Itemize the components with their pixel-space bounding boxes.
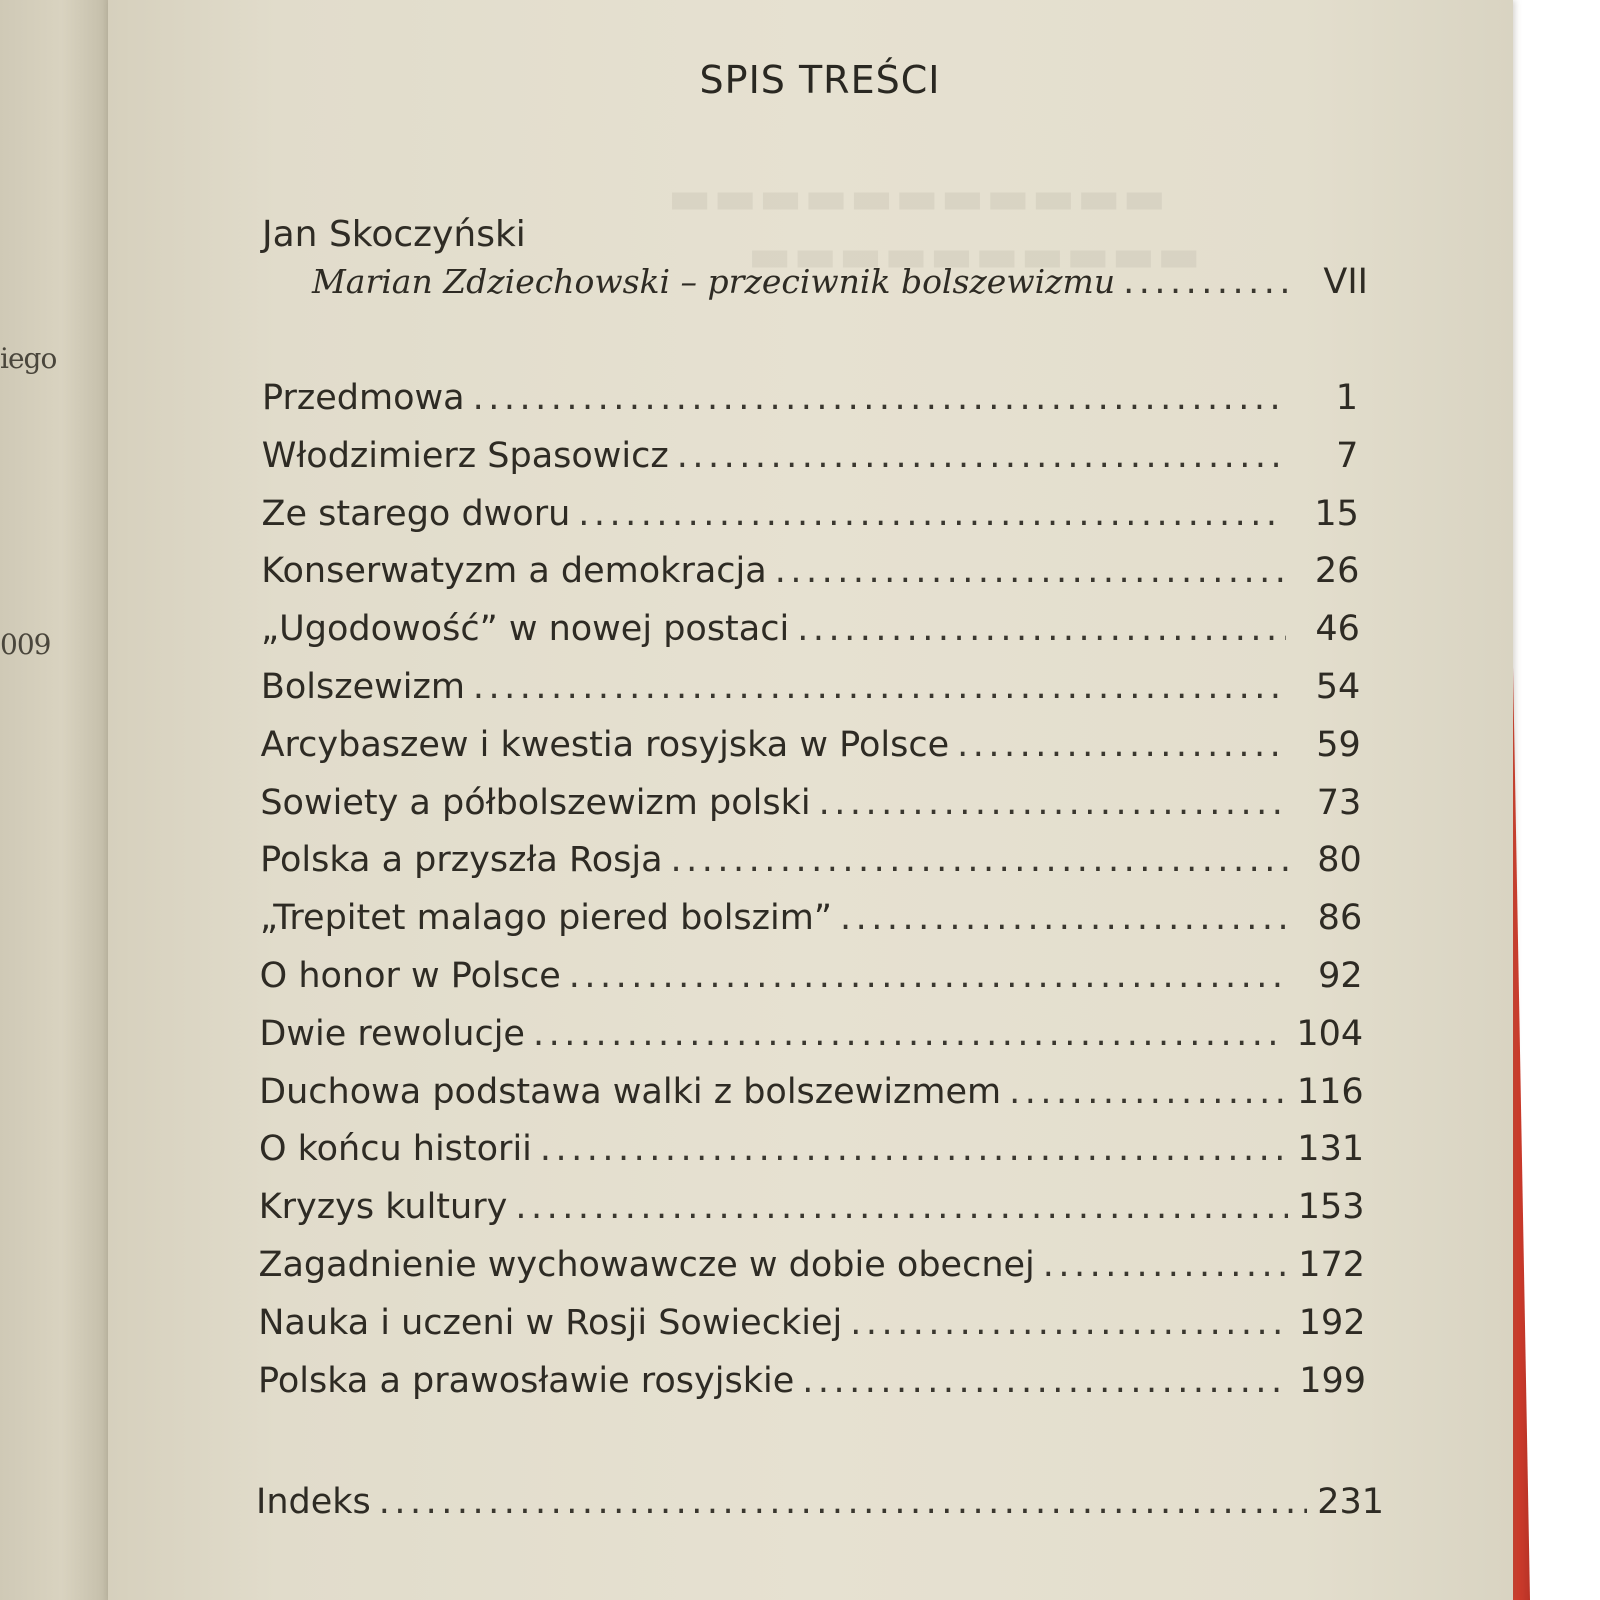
- intro-author: Jan Skoczyński: [262, 214, 526, 255]
- toc-entry-page: 26: [1314, 551, 1360, 592]
- toc-entry: [260, 840, 1362, 880]
- toc-entry-title: O końcu historii: [258, 1129, 532, 1170]
- toc-entry: [262, 378, 1358, 418]
- toc-entry-title: Sowiety a półbolszewizm polski: [260, 782, 811, 823]
- toc-entry: [259, 1014, 1363, 1054]
- toc-entry-page: 153: [1297, 1187, 1365, 1228]
- leader-dots: [578, 494, 1285, 534]
- leader-dots: [515, 1187, 1287, 1227]
- leader-dots: [797, 609, 1286, 649]
- toc-entry-title: O honor w Polsce: [259, 956, 561, 996]
- toc-entry-title: Dwie rewolucje: [259, 1013, 525, 1054]
- leader-dots: [1043, 1245, 1288, 1285]
- toc-entry-title: Marian Zdziechowski – przeciwnik bolszewizmu: [312, 262, 1116, 301]
- toc-entry-title: Kryzys kultury: [258, 1187, 508, 1228]
- toc-entry-page: 131: [1297, 1129, 1365, 1170]
- toc-entry: [262, 436, 1359, 476]
- toc-entry-page: 231: [1317, 1482, 1384, 1522]
- toc-entry-page: 7: [1336, 435, 1359, 476]
- toc-entry-page: 46: [1315, 609, 1360, 650]
- toc-entry-title: Bolszewizm: [260, 667, 465, 707]
- toc-entry-page: 59: [1316, 724, 1361, 765]
- toc-entry-title: Przedmowa: [262, 378, 465, 418]
- toc-entry-page: 15: [1314, 493, 1359, 534]
- toc-entry-title: Nauka i uczeni w Rosji Sowieckiej: [258, 1302, 843, 1343]
- toc-entry-title: „Trepitet malago piered bolszim”: [259, 898, 832, 939]
- toc-entry-title: Konserwatyzm a demokracja: [261, 551, 767, 592]
- toc-entry-title: Ze starego dworu: [261, 493, 571, 534]
- toc-entry: [258, 1303, 1365, 1343]
- toc-entry: [259, 1072, 1363, 1112]
- leader-dots: [819, 783, 1288, 823]
- leader-dots: [540, 1129, 1287, 1169]
- toc-entry: [260, 898, 1362, 938]
- toc-entry: [258, 1245, 1365, 1285]
- leader-dots: [473, 378, 1284, 418]
- toc-entry-page: 73: [1316, 782, 1362, 823]
- left-page-fragment: 009: [0, 628, 51, 661]
- leader-dots: [671, 840, 1288, 880]
- toc-entry-page: 199: [1299, 1360, 1366, 1401]
- page-title: SPIS TREŚCI: [699, 58, 941, 102]
- toc-entry-title: Włodzimierz Spasowicz: [261, 435, 669, 476]
- leader-dots: [775, 551, 1286, 591]
- toc-entry-title: Duchowa podstawa walki z bolszewizmem: [259, 1071, 1002, 1112]
- toc-entry-page: 80: [1317, 840, 1362, 881]
- leader-dots: [533, 1014, 1286, 1054]
- toc-entry: [260, 783, 1361, 823]
- toc-entry-page: 192: [1298, 1302, 1366, 1343]
- toc-entry-title: Indeks: [256, 1482, 371, 1522]
- toc-entry: [260, 956, 1363, 996]
- toc-entry: [261, 551, 1359, 591]
- leader-dots: [569, 956, 1289, 996]
- leader-dots: [957, 725, 1287, 765]
- toc-entry-page: VII: [1323, 262, 1368, 302]
- leader-dots: [1123, 262, 1294, 302]
- toc-entry-page: 86: [1317, 898, 1363, 939]
- toc-entry-title: Polska a przyszła Rosja: [260, 840, 663, 881]
- toc-entry-page: 54: [1315, 667, 1361, 707]
- show-through-shading: ▬▬▬▬▬▬▬▬▬▬▬: [668, 170, 1169, 224]
- leader-dots: [802, 1361, 1289, 1401]
- toc-entry: [261, 667, 1361, 707]
- toc-intro-entry: [312, 262, 1368, 302]
- toc-entry-page: 92: [1318, 956, 1363, 996]
- leader-dots: [473, 667, 1286, 707]
- toc-index-entry: [256, 1482, 1384, 1522]
- leader-dots: [677, 436, 1285, 476]
- toc-entry: [259, 1187, 1365, 1227]
- leader-dots: [1009, 1072, 1287, 1112]
- toc-entry: [259, 1129, 1364, 1169]
- leader-dots: [850, 1303, 1288, 1343]
- toc-entry: [262, 494, 1359, 534]
- toc-entry-title: Arcybaszew i kwestia rosyjska w Polsce: [260, 724, 950, 765]
- toc-entry: [261, 609, 1360, 649]
- leader-dots: [840, 898, 1288, 938]
- toc-entry-page: 104: [1296, 1013, 1364, 1054]
- toc-entry: [258, 1361, 1366, 1401]
- left-facing-page: [0, 0, 112, 1600]
- toc-entry-page: 1: [1335, 378, 1358, 418]
- leader-dots: [379, 1482, 1307, 1522]
- show-through-shading: ▬▬▬▬▬▬▬▬▬▬: [748, 228, 1203, 282]
- toc-entry-page: 172: [1298, 1245, 1366, 1285]
- toc-entry-page: 116: [1296, 1071, 1364, 1112]
- toc-entry: [261, 725, 1361, 765]
- toc-entry-title: Polska a prawosławie rosyjskie: [258, 1360, 795, 1401]
- toc-entry-title: „Ugodowość” w nowej postaci: [261, 609, 790, 650]
- toc-entry-title: Zagadnienie wychowawcze w dobie obecnej: [258, 1245, 1035, 1285]
- left-page-fragment: iego: [0, 342, 57, 375]
